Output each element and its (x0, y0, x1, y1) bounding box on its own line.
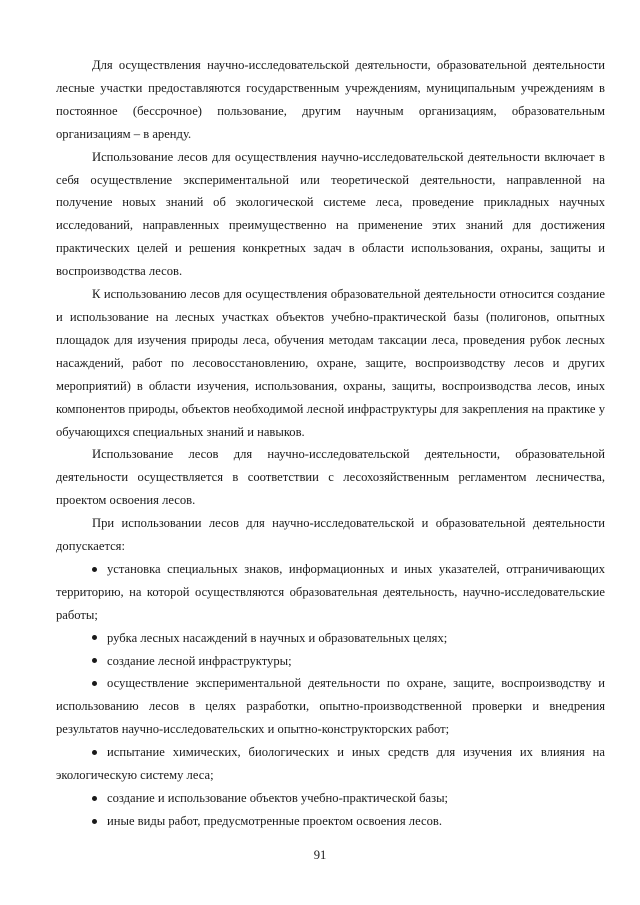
bullet-icon (92, 635, 97, 640)
list-item-text: создание лесной инфраструктуры; (107, 653, 292, 668)
bullet-icon (92, 750, 97, 755)
list-item (56, 650, 605, 673)
bullet-icon (92, 658, 97, 663)
bullet-icon (92, 567, 97, 572)
bullet-list (56, 558, 605, 833)
bullet-icon (92, 796, 97, 801)
list-item (56, 558, 605, 627)
list-item (56, 810, 605, 833)
bullet-icon (92, 681, 97, 686)
list-item-text: рубка лесных насаждений в научных и образовательных целях; (107, 630, 448, 645)
list-item (56, 741, 605, 787)
page-number: 91 (313, 848, 327, 862)
list-item-text: установка специальных знаков, информационных и иных указателей, отграничивающих территорию, на которой осуществляются образовательная деятельность, научно-исследовательские работы; (56, 561, 605, 622)
list-item (56, 627, 605, 650)
list-item-text: осуществление экспериментальной деятельности по охране, защите, воспроизводству и использованию лесов в целях разработки, опытно-производственной проверки и внедрения результатов научно-исследовательских и опытно-конструкторских работ; (56, 676, 605, 737)
paragraph-5: При использовании лесов для научно-исследовательской и образовательной деятельности допускается: (56, 516, 605, 554)
paragraph-3: К использованию лесов для осуществления образовательной деятельности относится создание и использование на лесных участках объектов учебно-практической базы (полигонов, опытных площадок для изучения природы леса, обучения методам таксации леса, проведения рубок лесных насаждений, работ по лесовосстановлению, охране, защите, воспроизводству лесов и других мероприятий) в области изучения, использования, охраны, защиты, воспроизводства лесов, иных компонентов природы, объектов необходимой лесной инфраструктуры для закрепления на практике у обучающихся специальных знаний и навыков. (56, 287, 605, 439)
list-item-text: создание и использование объектов учебно-практической базы; (107, 791, 449, 805)
bullet-icon (92, 819, 97, 824)
list-item (56, 672, 605, 741)
paragraph-1: Для осуществления научно-исследовательской деятельности, образовательной деятельности лесные участки предоставляются государственным учреждениям, муниципальным учреждениям в постоянное (бессрочное) пользование, другим научным организациям, образовательным организациям – в аренду. (56, 58, 605, 141)
list-item-text: испытание химических, биологических и иных средств для изучения их влияния на экологическую систему леса; (56, 745, 605, 783)
paragraph-2: Использование лесов для осуществления научно-исследовательской деятельности включает в себя осуществление экспериментальной или теоретической деятельности, направленной на получение новых знаний об экологической системе леса, проведение прикладных научных исследований, направленных преимущественно на применение этих знаний для достижения практических целей и решения конкретных задач в области использования, охраны, защиты и воспроизводства лесов. (56, 149, 605, 279)
document-body (56, 54, 605, 833)
paragraph-4: Использование лесов для научно-исследовательской деятельности, образовательной деятельности осуществляется в соответствии с лесохозяйственным регламентом лесничества, проектом освоения лесов. (56, 447, 605, 508)
list-item-text: иные виды работ, предусмотренные проектом освоения лесов. (107, 813, 442, 828)
list-item (56, 787, 605, 810)
